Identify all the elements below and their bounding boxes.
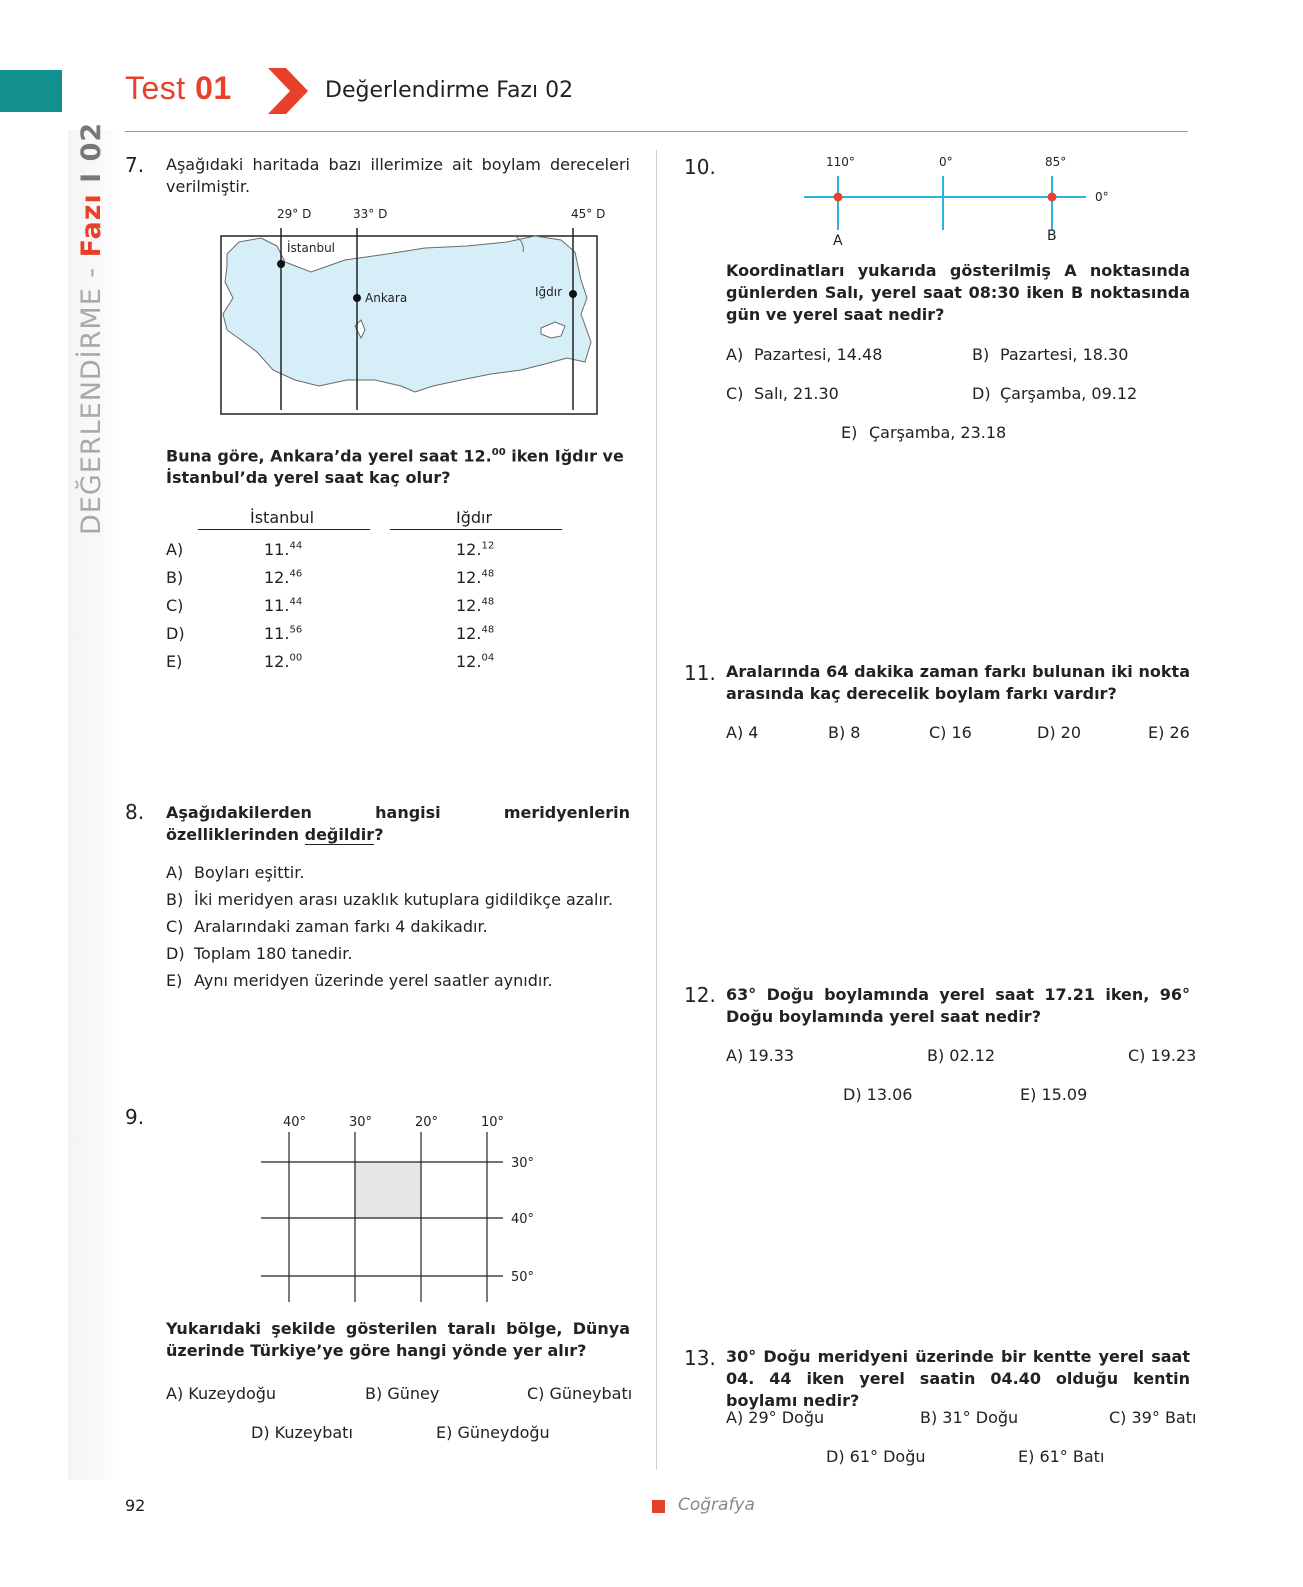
map-lon-33: 33° D xyxy=(353,207,388,221)
q7-number: 7. xyxy=(125,153,145,177)
page-title: Değerlendirme Fazı 02 xyxy=(325,78,574,103)
q9-shaded-region xyxy=(355,1162,421,1218)
subject-label: Coğrafya xyxy=(678,1495,755,1515)
q7-option-d[interactable]: D) 11.56 12.48 xyxy=(166,624,495,643)
header-divider xyxy=(125,131,1188,132)
q9-label-right-30: 30° xyxy=(511,1156,535,1171)
q12-option-e[interactable]: E) 15.09 xyxy=(1020,1085,1088,1104)
q8-option-a[interactable]: A) Boyları eşittir. xyxy=(166,863,305,882)
q9-label-right-40: 40° xyxy=(511,1212,535,1227)
q13-number: 13. xyxy=(684,1346,716,1370)
q9-option-e[interactable]: E) Güneydoğu xyxy=(436,1423,550,1442)
q10-label-b: B xyxy=(1047,228,1057,244)
q7-col-underline-1 xyxy=(198,529,370,530)
q8-text xyxy=(166,802,630,846)
side-title-number: I 02 xyxy=(76,121,107,194)
q8-option-c[interactable]: C) Aralarındaki zaman farkı 4 dakikadır. xyxy=(166,917,488,936)
q10-point-b xyxy=(1048,193,1057,202)
q10-label-a: A xyxy=(833,233,843,249)
q10-option-d[interactable]: D) Çarşamba, 09.12 xyxy=(972,384,1138,403)
subject-square-icon xyxy=(652,1500,665,1513)
q13-option-e[interactable]: E) 61° Batı xyxy=(1018,1447,1105,1466)
page-number: 92 xyxy=(125,1496,146,1515)
q10-option-a[interactable]: A) Pazartesi, 14.48 xyxy=(726,345,883,364)
q11-text: Aralarında 64 dakika zaman farkı bulunan iki nokta arasında kaç derecelik boylam farkı vardır? xyxy=(726,662,1190,703)
q13-option-d[interactable]: D) 61° Doğu xyxy=(826,1447,926,1466)
q8-text-pre: Aşağıdakilerden hangisi meridyenlerin özelliklerinden xyxy=(166,803,630,844)
q9-option-a[interactable]: A) Kuzeydoğu xyxy=(166,1384,277,1403)
q11-option-a[interactable]: A) 4 xyxy=(726,723,759,742)
q9-text: Yukarıdaki şekilde gösterilen taralı bölge, Dünya üzerinde Türkiye’ye göre hangi yönde yer alır? xyxy=(166,1319,630,1360)
q13-option-a[interactable]: A) 29° Doğu xyxy=(726,1408,825,1427)
q10-option-e[interactable]: E) Çarşamba, 23.18 xyxy=(841,423,1007,442)
q9-number: 9. xyxy=(125,1105,145,1129)
q9-label-top-30: 30° xyxy=(349,1115,373,1130)
q11-option-d[interactable]: D) 20 xyxy=(1037,723,1082,742)
map-label-ankara: Ankara xyxy=(365,291,408,305)
q7-question-sup: 00 xyxy=(491,447,506,458)
q11-option-e[interactable]: E) 26 xyxy=(1148,723,1190,742)
q7-col-istanbul: İstanbul xyxy=(250,508,315,527)
map-point-igdir xyxy=(569,290,577,298)
q11-option-c[interactable]: C) 16 xyxy=(929,723,972,742)
side-vertical-title xyxy=(76,122,107,535)
q7-col-underline-2 xyxy=(390,529,562,530)
q9-label-right-50: 50° xyxy=(511,1270,535,1285)
q7-question-post: iken Iğdır ve İstanbul’da yerel saat kaç olur? xyxy=(166,446,624,488)
q8-option-d[interactable]: D) Toplam 180 tanedir. xyxy=(166,944,353,963)
chevron-right-icon xyxy=(268,68,310,114)
q7-option-b[interactable]: B) 12.46 12.48 xyxy=(166,568,495,587)
q7-option-c[interactable]: C) 11.44 12.48 xyxy=(166,596,495,615)
test-word: Test xyxy=(125,70,186,106)
q13-text: 30° Doğu meridyeni üzerinde bir kentte yerel saat 04. 44 iken yerel saatin 04.40 olduğu kentin boylamı nedir? xyxy=(726,1347,1190,1410)
q9-label-top-10: 10° xyxy=(481,1115,505,1130)
q8-text-post: ? xyxy=(374,825,384,844)
map-lon-29: 29° D xyxy=(277,207,312,221)
column-divider xyxy=(656,150,657,1470)
side-title-fazi: Fazı xyxy=(76,193,107,258)
map-label-igdir: Iğdır xyxy=(535,285,563,299)
side-title-part1: DEĞERLENDİRME - xyxy=(76,257,107,535)
q10-number: 10. xyxy=(684,155,716,179)
q12-option-a[interactable]: A) 19.33 xyxy=(726,1046,795,1065)
q8-option-e[interactable]: E) Aynı meridyen üzerinde yerel saatler aynıdır. xyxy=(166,971,553,990)
q9-label-top-40: 40° xyxy=(283,1115,307,1130)
q7-question xyxy=(166,442,630,489)
map-point-istanbul xyxy=(277,260,285,268)
q11-option-b[interactable]: B) 8 xyxy=(828,723,861,742)
q9-option-b[interactable]: B) Güney xyxy=(365,1384,440,1403)
q12-option-b[interactable]: B) 02.12 xyxy=(927,1046,996,1065)
q8-options xyxy=(166,863,613,998)
q13-option-c[interactable]: C) 39° Batı xyxy=(1109,1408,1197,1427)
q9-grid-diagram xyxy=(255,1110,555,1310)
q8-text-underlined: değildir xyxy=(304,825,375,844)
map-label-istanbul: İstanbul xyxy=(287,241,336,255)
q12-text: 63° Doğu boylamında yerel saat 17.21 iken, 96° Doğu boylamında yerel saat nedir? xyxy=(726,985,1190,1026)
q12-option-d[interactable]: D) 13.06 xyxy=(843,1085,913,1104)
q7-text: Aşağıdaki haritada bazı illerimize ait boylam dereceleri verilmiştir. xyxy=(166,155,630,196)
q7-turkey-map xyxy=(215,202,615,418)
q9-option-d[interactable]: D) Kuzeybatı xyxy=(251,1423,353,1442)
q7-col-igdir: Iğdır xyxy=(456,508,493,527)
q7-question-pre: Buna göre, Ankara’da yerel saat 12. xyxy=(166,446,492,466)
q11-number: 11. xyxy=(684,661,716,685)
test-label xyxy=(125,70,232,107)
q10-point-a xyxy=(834,193,843,202)
q7-option-e[interactable]: E) 12.00 12.04 xyxy=(166,652,495,671)
map-point-ankara xyxy=(353,294,361,302)
q9-option-c[interactable]: C) Güneybatı xyxy=(527,1384,633,1403)
q10-label-110: 110° xyxy=(826,155,855,169)
q10-option-b[interactable]: B) Pazartesi, 18.30 xyxy=(972,345,1129,364)
q10-coordinate-diagram xyxy=(800,150,1120,250)
q13-option-b[interactable]: B) 31° Doğu xyxy=(920,1408,1019,1427)
q10-text: Koordinatları yukarıda gösterilmiş A noktasında günlerden Salı, yerel saat 08:30 iken B noktasında gün ve yerel saat nedir? xyxy=(726,261,1190,324)
header-accent-tab xyxy=(0,70,62,112)
q10-label-0-lon: 0° xyxy=(939,155,953,169)
map-lon-45: 45° D xyxy=(571,207,606,221)
q10-option-c[interactable]: C) Salı, 21.30 xyxy=(726,384,839,403)
q9-label-top-20: 20° xyxy=(415,1115,439,1130)
test-number: 01 xyxy=(195,70,232,106)
q10-label-85: 85° xyxy=(1045,155,1067,169)
q7-option-a[interactable]: A) 11.44 12.12 xyxy=(166,540,495,559)
q8-number: 8. xyxy=(125,800,145,824)
q12-option-c[interactable]: C) 19.23 xyxy=(1128,1046,1197,1065)
q12-number: 12. xyxy=(684,983,716,1007)
q8-option-b[interactable]: B) İki meridyen arası uzaklık kutuplara gidildikçe azalır. xyxy=(166,890,614,909)
q10-label-0-lat: 0° xyxy=(1095,190,1109,204)
